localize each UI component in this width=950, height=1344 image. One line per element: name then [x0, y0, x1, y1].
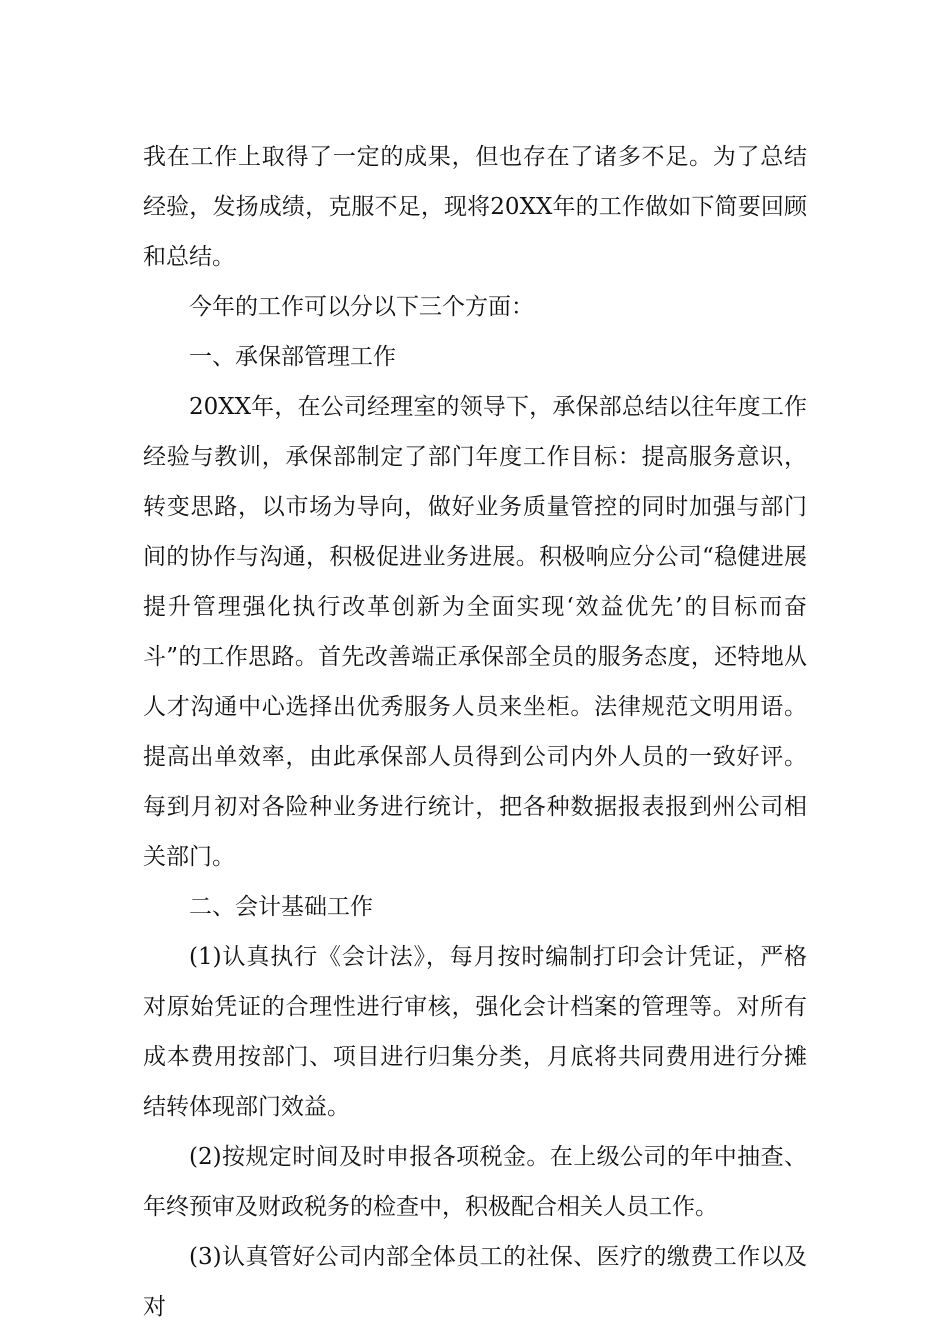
section-heading-accounting: 二、会计基础工作: [189, 894, 373, 920]
section-heading-underwriting: 一、承保部管理工作: [189, 344, 396, 370]
paragraph-underwriting-work: 20XX年，在公司经理室的领导下，承保部总结以往年度工作经验与教训，承保部制定了部门年度工作目标：提高服务意识，转变思路，以市场为导向，做好业务质量管控的同时加强与部门间的协作与沟通，积极促进业务进展。积极响应分公司“稳健进展提升管理强化执行改革创新为全面实现‘效益优先’的目标而奋斗”的工作思路。首先改善端正承保部全员的服务态度，还特地从人才沟通中心选择出优秀服务人员来坐柜。法律规范文明用语。提高出单效率，由此承保部人员得到公司内外人员的一致好评。每到月初对各险种业务进行统计，把各种数据报表报到州公司相关部门。: [143, 394, 807, 870]
paragraph-accounting-item-1: (1)认真执行《会计法》，每月按时编制打印会计凭证，严格对原始凭证的合理性进行审核，强化会计档案的管理等。对所有成本费用按部门、项目进行归集分类，月底将共同费用进行分摊结转体现部门效益。: [143, 944, 807, 1120]
paragraph-accounting-item-2: (2)按规定时间及时申报各项税金。在上级公司的年中抽查、年终预审及财政税务的检查中，积极配合相关人员工作。: [143, 1144, 807, 1220]
document-page: [143, 132, 807, 1332]
paragraph-continuation: 我在工作上取得了一定的成果，但也存在了诸多不足。为了总结经验，发扬成绩，克服不足，现将20XX年的工作做如下简要回顾和总结。: [143, 144, 807, 270]
paragraph-accounting-item-3: (3)认真管好公司内部全体员工的社保、医疗的缴费工作以及对: [143, 1244, 807, 1320]
paragraph-intro: 今年的工作可以分以下三个方面：: [189, 294, 534, 320]
